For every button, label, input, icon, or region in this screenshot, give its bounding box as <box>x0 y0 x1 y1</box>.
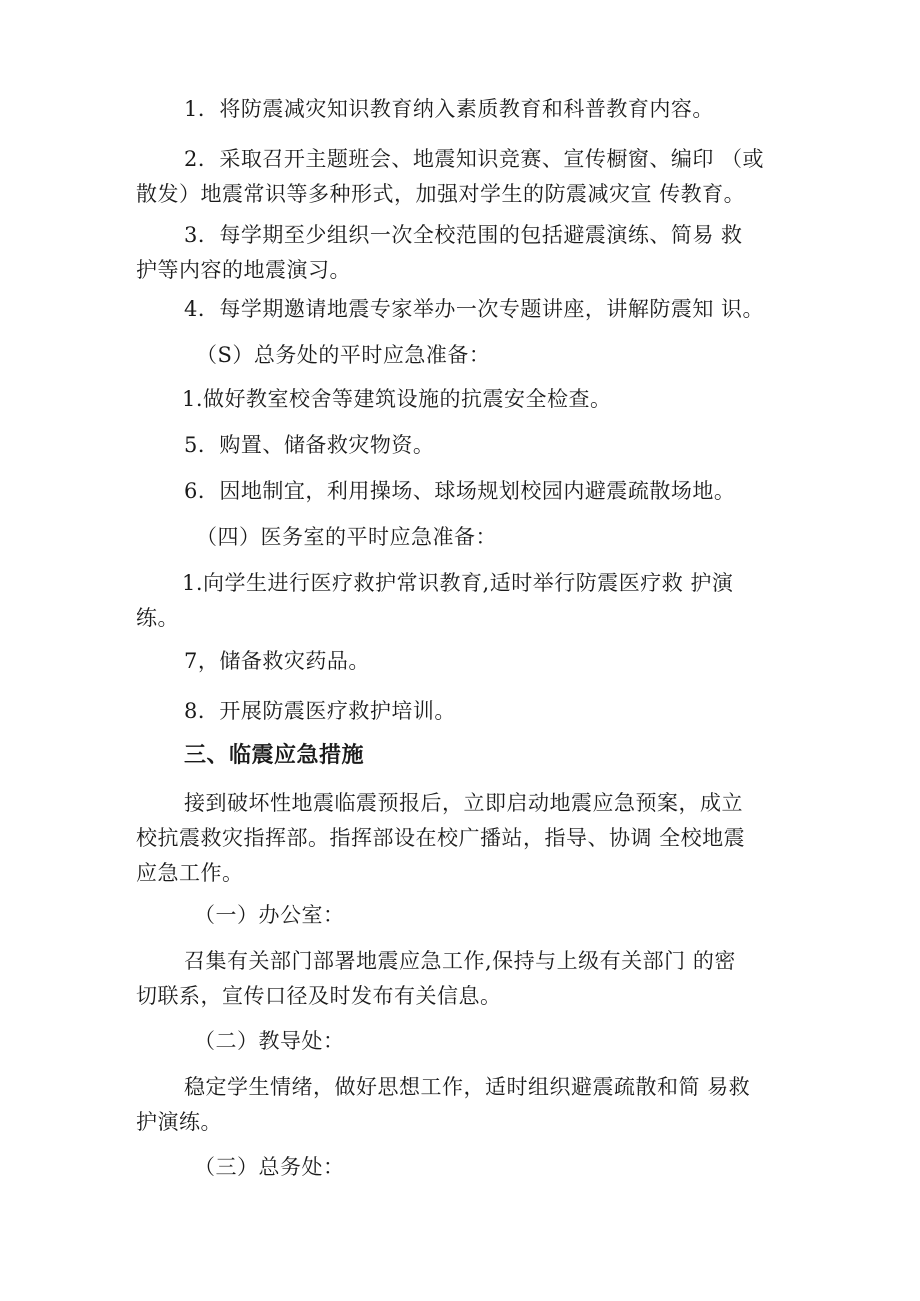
paragraph-line: 校抗震救灾指挥部。指挥部设在校广播站，指导、协调 全校地震 <box>136 826 746 850</box>
paragraph-line: 散发）地震常识等多种形式，加强对学生的防震减灾宣 传教育。 <box>136 182 746 206</box>
section-heading: 三、临震应急措施 <box>184 743 365 768</box>
paragraph-item-10 <box>136 694 796 729</box>
section-subheading-academic <box>136 1024 796 1059</box>
paragraph-line: 护等内容的地震演习。 <box>136 258 351 282</box>
paragraph-intro <box>136 786 796 891</box>
paragraph-line: （四）医务室的平时应急准备： <box>196 525 497 549</box>
paragraph-line: （三）总务处： <box>194 1155 345 1179</box>
paragraph-line: 1．将防震减灾知识教育纳入素质教育和科普教育内容。 <box>184 97 714 121</box>
paragraph-line: 稳定学生情绪，做好思想工作，适时组织避震疏散和简 易救 <box>184 1075 751 1099</box>
paragraph-line: 8．开展防震医疗救护培训。 <box>184 699 456 723</box>
section-subheading-office <box>136 898 796 933</box>
section-subheading-clinic <box>136 520 796 555</box>
paragraph-academic <box>136 1070 796 1140</box>
paragraph-item-5 <box>136 382 796 417</box>
paragraph-line: 4．每学期邀请地震专家举办一次专题讲座，讲解防震知 识。 <box>184 297 765 321</box>
paragraph-item-3 <box>136 218 796 288</box>
paragraph-line: （一）办公室： <box>194 903 345 927</box>
paragraph-line: （二）教导处： <box>194 1029 345 1053</box>
paragraph-line: 接到破坏性地震临震预报后，立即启动地震应急预案，成立 <box>184 791 743 815</box>
paragraph-line: （S）总务处的平时应急准备： <box>196 343 491 367</box>
paragraph-line: 应急工作。 <box>136 861 244 885</box>
paragraph-line: 2．采取召开主题班会、地震知识竞赛、宣传橱窗、编印 （或 <box>184 147 765 171</box>
paragraph-line: 召集有关部门部署地震应急工作,保持与上级有关部门 的密 <box>184 949 736 973</box>
paragraph-line: 3．每学期至少组织一次全校范围的包括避震演练、简易 救 <box>184 223 743 247</box>
paragraph-item-7 <box>136 474 796 509</box>
paragraph-line: 7，储备救灾药品。 <box>184 649 370 673</box>
paragraph-item-2 <box>136 142 796 212</box>
paragraph-line: 5．购置、储备救灾物资。 <box>184 433 435 457</box>
paragraph-item-4 <box>136 292 796 327</box>
section-subheading-general-affairs-2 <box>136 1150 796 1185</box>
paragraph-line: 6．因地制宜，利用操场、球场规划校园内避震疏散场地。 <box>184 479 736 503</box>
paragraph-item-6 <box>136 428 796 463</box>
paragraph-item-8 <box>136 566 796 636</box>
paragraph-line: 练。 <box>136 606 179 630</box>
paragraph-line: 护演练。 <box>136 1110 222 1134</box>
paragraph-line: 切联系，宣传口径及时发布有关信息。 <box>136 984 502 1008</box>
paragraph-office <box>136 944 796 1014</box>
paragraph-line: 1.做好教室校舍等建筑设施的抗震安全检查。 <box>182 387 612 411</box>
section-subheading-general-affairs <box>136 338 796 373</box>
paragraph-line: 1.向学生进行医疗救护常识教育,适时举行防震医疗救 护演 <box>182 571 734 595</box>
paragraph-item-1 <box>136 92 796 127</box>
paragraph-item-9 <box>136 644 796 679</box>
